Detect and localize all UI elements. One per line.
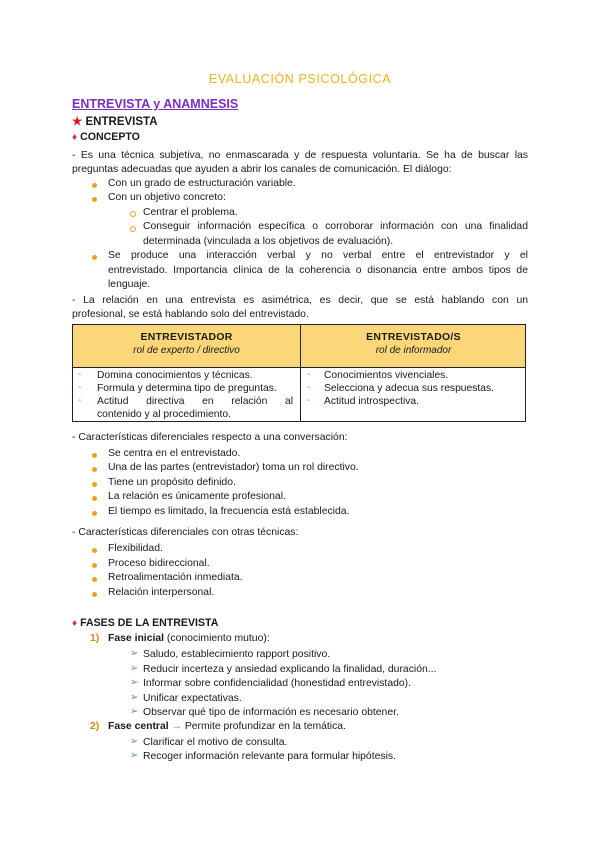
arrow-icon: → (168, 721, 182, 732)
list-item: Recoger información relevante para formular hipótesis. (143, 751, 396, 762)
table-cell: Actitud introspectiva. (324, 396, 420, 407)
dialogo-item-3-line-2: entrevistado. Importancia clínica de la coherencia o disonancia entre ambos tipos de (108, 265, 528, 276)
list-item: La relación es únicamente profesional. (108, 491, 286, 502)
table-cell: Selecciona y adecua sus respuestas. (324, 383, 494, 394)
list-item: Saludo, establecimiento rapport positivo. (143, 649, 331, 660)
bullet-dot (92, 592, 97, 597)
entrevista-heading: ★ ENTREVISTA (72, 116, 158, 128)
dialogo-sub-2-line-1: Conseguir información específica o corroborar información con una finalidad (143, 221, 528, 232)
arrow-right-icon: ➢ (130, 692, 139, 703)
fase-1-title: Fase inicial (conocimiento mutuo): (108, 633, 270, 644)
table-header-entrevistado: ENTREVISTADO/S rol de informador (366, 332, 461, 356)
table-cell: contenido y al procedimiento. (97, 409, 231, 420)
list-item: Reducir incerteza y ansiedad explicando la finalidad, duración... (143, 664, 437, 675)
list-item: Se centra en el entrevistado. (108, 448, 241, 459)
relacion-line-1: - La relación en una entrevista es asimétrica, es decir, que se está hablando con un (72, 295, 528, 306)
concepto-heading: ♦ CONCEPTO (72, 131, 140, 143)
dialogo-sub-1: Centrar el problema. (143, 207, 238, 218)
bullet-dot (92, 577, 97, 582)
fase-2-number: 2) (90, 721, 100, 732)
list-item: Flexibilidad. (108, 543, 163, 554)
dash-marker: - (307, 395, 311, 406)
fase-2-title: Fase central → Permite profundizar en la temática. (108, 721, 346, 732)
list-item: Relación interpersonal. (108, 587, 215, 598)
table-cell: Formula y determina tipo de preguntas. (97, 383, 277, 394)
list-item: Clarificar el motivo de consulta. (143, 737, 288, 748)
bullet-dot (92, 183, 97, 188)
dash-marker: - (78, 382, 82, 393)
bullet-dot (92, 511, 97, 516)
arrow-right-icon: ➢ (130, 750, 139, 761)
bullet-dot (92, 548, 97, 553)
star-icon: ★ (72, 116, 83, 128)
bullet-dot (92, 496, 97, 501)
dash-marker: - (307, 382, 311, 393)
table-cell: Conocimientos vivenciales. (324, 370, 449, 381)
fases-heading: ♦ FASES DE LA ENTREVISTA (72, 617, 219, 629)
diamond-icon: ♦ (72, 132, 78, 143)
bullet-ring (130, 226, 136, 232)
table-cell: Domina conocimientos y técnicas. (97, 370, 253, 381)
bullet-dot (92, 563, 97, 568)
arrow-right-icon: ➢ (130, 736, 139, 747)
dialogo-item-3-line-1: Se produce una interacción verbal y no verbal entre el entrevistador y el (108, 250, 528, 261)
dash-marker: - (78, 369, 82, 380)
bullet-dot (92, 255, 97, 260)
arrow-right-icon: ➢ (130, 677, 139, 688)
otras-heading: - Características diferenciales con otras técnicas: (72, 527, 299, 538)
table-cell: Actitud directiva en relación al (97, 396, 293, 407)
list-item: Unificar expectativas. (143, 693, 242, 704)
intro-line-2: preguntas adecuadas que ayuden a abrir los canales de comunicación. El diálogo: (72, 164, 452, 175)
list-item: El tiempo es limitado, la frecuencia está establecida. (108, 506, 350, 517)
conversacion-heading: - Características diferenciales respecto a una conversación: (72, 432, 348, 443)
intro-line-1: - Es una técnica subjetiva, no enmascarada y de respuesta voluntaria. Se ha de buscar las (72, 150, 528, 161)
bullet-dot (92, 453, 97, 458)
arrow-right-icon: ➢ (130, 648, 139, 659)
arrow-right-icon: ➢ (130, 706, 139, 717)
dash-marker: - (78, 395, 82, 406)
section-title: ENTREVISTA y ANAMNESIS (72, 97, 239, 111)
dialogo-item-3-line-3: lenguaje. (108, 279, 151, 290)
bullet-ring (130, 211, 136, 217)
arrow-right-icon: ➢ (130, 663, 139, 674)
roles-table (72, 324, 526, 422)
list-item: Tiene un propósito definido. (108, 477, 236, 488)
dialogo-item-1: Con un grado de estructuración variable. (108, 178, 296, 189)
bullet-dot (92, 197, 97, 202)
fase-1-number: 1) (90, 633, 100, 644)
list-item: Retroalimentación inmediata. (108, 572, 243, 583)
dash-marker: - (307, 369, 311, 380)
table-header-entrevistador: ENTREVISTADOR rol de experto / directivo (133, 332, 240, 356)
bullet-dot (92, 467, 97, 472)
diamond-icon: ♦ (72, 618, 78, 629)
list-item: Una de las partes (entrevistador) toma un rol directivo. (108, 462, 359, 473)
dialogo-sub-2-line-2: determinada (vinculada a los objetivos de evaluación). (143, 236, 394, 247)
document-title: EVALUACIÓN PSICOLÓGICA (208, 72, 392, 86)
list-item: Observar qué tipo de información es necesario obtener. (143, 707, 399, 718)
relacion-line-2: profesional, se está hablando solo del entrevistado. (72, 309, 309, 320)
bullet-dot (92, 482, 97, 487)
list-item: Proceso bidireccional. (108, 558, 210, 569)
dialogo-item-2: Con un objetivo concreto: (108, 192, 226, 203)
list-item: Informar sobre confidencialidad (honestidad entrevistado). (143, 678, 412, 689)
